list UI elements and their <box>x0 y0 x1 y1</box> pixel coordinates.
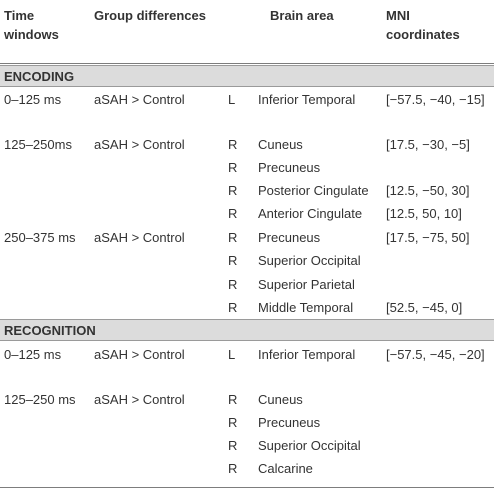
hemisphere: R <box>228 206 238 221</box>
mni-coordinates: [12.5, 50, 10] <box>386 206 462 221</box>
brain-area: Superior Parietal <box>258 277 355 292</box>
section-encoding <box>0 65 494 87</box>
time-window: 0–125 ms <box>4 92 62 107</box>
hemisphere: L <box>228 347 236 362</box>
brain-area: Inferior Temporal <box>258 92 356 107</box>
mni-coordinates: [−57.5, −40, −15] <box>386 92 485 107</box>
header-time-windows: Time windows <box>4 8 59 42</box>
table-header <box>0 0 494 64</box>
brain-area: Inferior Temporal <box>258 347 356 362</box>
hemisphere: R <box>228 392 238 407</box>
header-mni-coordinates: MNI coordinates <box>386 8 460 42</box>
hemisphere: R <box>228 461 238 476</box>
brain-area: Superior Occipital <box>258 253 361 268</box>
time-window: 125–250ms <box>4 137 72 152</box>
header-group-differences: Group differences <box>94 8 206 23</box>
brain-area: Anterior Cingulate <box>258 206 363 221</box>
group-difference: aSAH > Control <box>94 137 185 152</box>
hemisphere: R <box>228 137 238 152</box>
hemisphere: R <box>228 230 238 245</box>
brain-area: Calcarine <box>258 461 313 476</box>
time-window: 0–125 ms <box>4 347 62 362</box>
mni-coordinates: [12.5, −50, 30] <box>386 183 470 198</box>
group-difference: aSAH > Control <box>94 230 185 245</box>
brain-area: Middle Temporal <box>258 300 354 315</box>
table-bottom-rule <box>0 487 494 488</box>
time-window: 125–250 ms <box>4 392 76 407</box>
hemisphere: R <box>228 300 238 315</box>
brain-area: Precuneus <box>258 230 321 245</box>
mni-coordinates: [17.5, −75, 50] <box>386 230 470 245</box>
section-label: ENCODING <box>4 69 75 84</box>
brain-area: Precuneus <box>258 160 321 175</box>
group-difference: aSAH > Control <box>94 392 185 407</box>
brain-area: Precuneus <box>258 415 321 430</box>
brain-area: Superior Occipital <box>258 438 361 453</box>
time-window: 250–375 ms <box>4 230 76 245</box>
brain-area: Cuneus <box>258 137 303 152</box>
hemisphere: R <box>228 160 238 175</box>
mni-coordinates: [17.5, −30, −5] <box>386 137 470 152</box>
section-recognition <box>0 319 494 341</box>
hemisphere: R <box>228 415 238 430</box>
hemisphere: R <box>228 438 238 453</box>
group-difference: aSAH > Control <box>94 92 185 107</box>
hemisphere: R <box>228 277 238 292</box>
hemisphere: L <box>228 92 236 107</box>
brain-area: Posterior Cingulate <box>258 183 369 198</box>
mni-coordinates: [−57.5, −45, −20] <box>386 347 485 362</box>
mni-coordinates: [52.5, −45, 0] <box>386 300 463 315</box>
section-label: RECOGNITION <box>4 323 96 338</box>
brain-area: Cuneus <box>258 392 303 407</box>
hemisphere: R <box>228 183 238 198</box>
hemisphere: R <box>228 253 238 268</box>
group-difference: aSAH > Control <box>94 347 185 362</box>
header-brain-area: Brain area <box>270 8 334 23</box>
